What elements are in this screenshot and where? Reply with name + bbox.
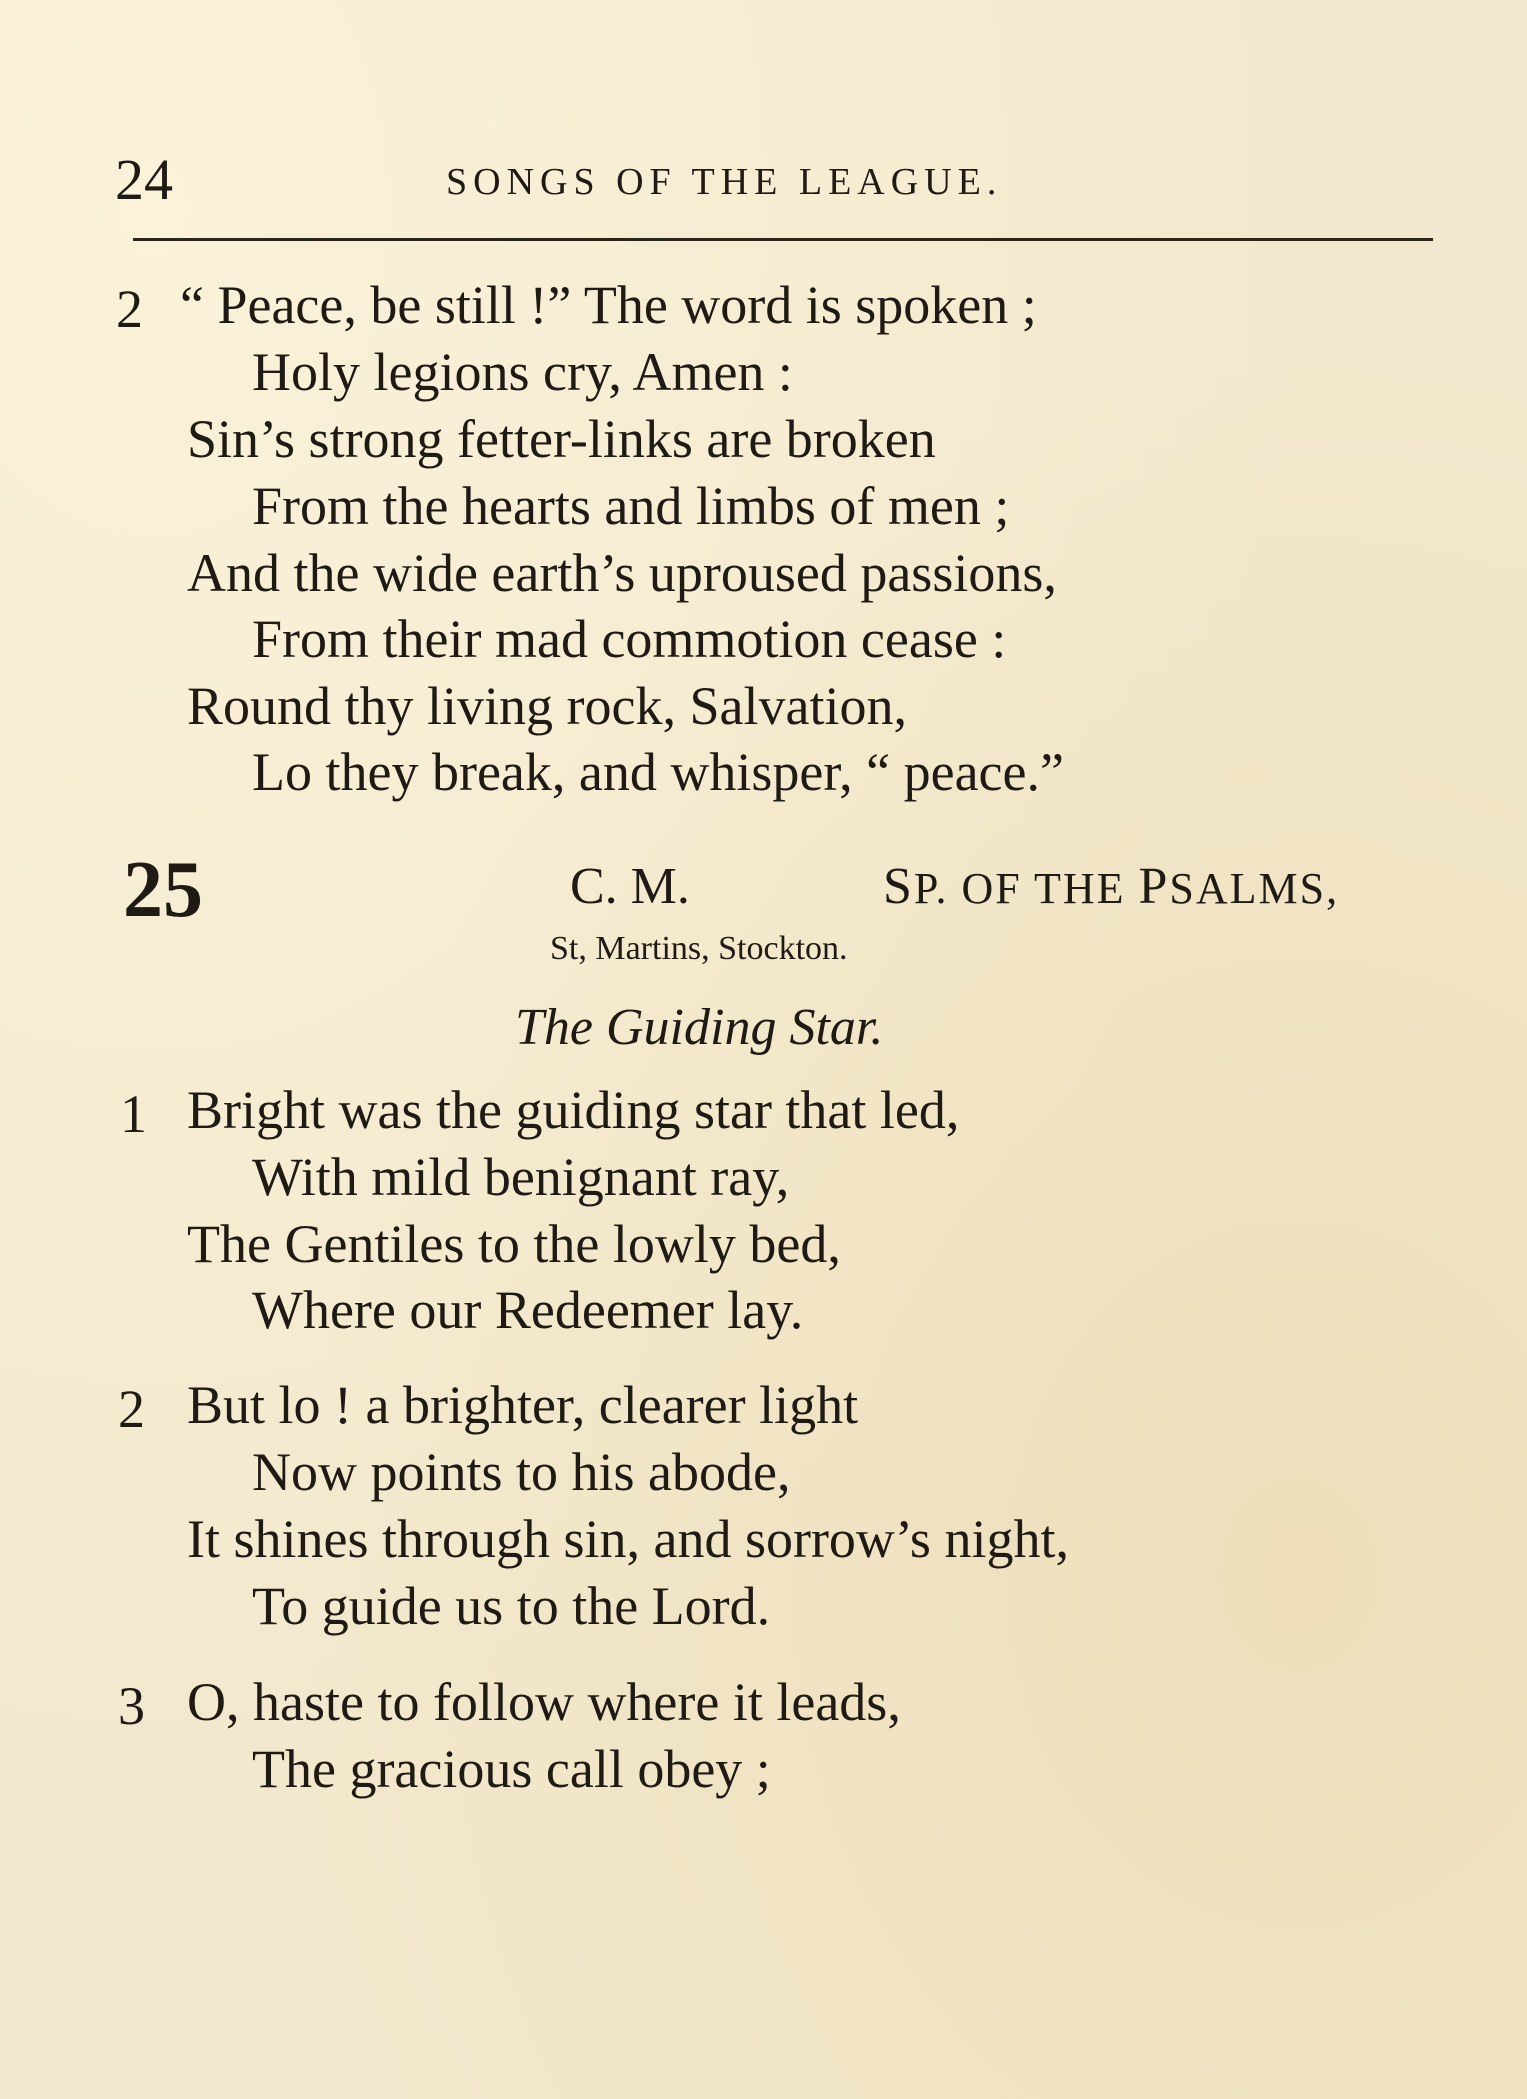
- verse-line: Bright was the guiding star that led,: [187, 1080, 960, 1140]
- page-number: 24: [115, 147, 173, 212]
- source-text: P. OF THE: [913, 864, 1139, 913]
- verse-line: Where our Redeemer lay.: [252, 1280, 804, 1340]
- verse-line: But lo ! a brighter, clearer light: [187, 1375, 859, 1435]
- hymn-meter: C. M.: [570, 858, 690, 915]
- hymn-source: [883, 857, 1339, 916]
- source-initial: P: [1138, 858, 1170, 915]
- verse-line: Holy legions cry, Amen :: [252, 342, 793, 402]
- verse-line: O, haste to follow where it leads,: [187, 1672, 901, 1732]
- stanza-number: 1: [120, 1084, 147, 1144]
- verse-line: It shines through sin, and sorrow’s night,: [187, 1509, 1069, 1569]
- verse-line: The Gentiles to the lowly bed,: [187, 1214, 841, 1274]
- tune-names: St, Martins, Stockton.: [550, 930, 848, 967]
- verse-line: From their mad commotion cease :: [252, 609, 1007, 669]
- source-text: SALMS,: [1169, 864, 1340, 913]
- hymn-title: The Guiding Star.: [515, 999, 884, 1056]
- verse-line: Round thy living rock, Salvation,: [187, 676, 907, 736]
- hymn-number: 25: [123, 846, 203, 934]
- verse-line: “ Peace, be still !” The word is spoken ;: [180, 275, 1037, 335]
- verse-line: Lo they break, and whisper, “ peace.”: [252, 742, 1064, 802]
- verse-line: With mild benignant ray,: [252, 1147, 790, 1207]
- verse-line: The gracious call obey ;: [252, 1739, 771, 1799]
- verse-line: To guide us to the Lord.: [252, 1576, 771, 1636]
- stanza-number: 2: [116, 279, 143, 339]
- verse-line: And the wide earth’s uproused passions,: [187, 543, 1057, 603]
- verse-line: Sin’s strong fetter-links are broken: [187, 409, 936, 469]
- stanza-number: 3: [118, 1676, 145, 1736]
- verse-line: Now points to his abode,: [252, 1442, 791, 1502]
- header-rule: [133, 238, 1433, 241]
- stanza-number: 2: [118, 1379, 145, 1439]
- running-title: SONGS OF THE LEAGUE.: [446, 161, 1003, 203]
- source-initial: S: [883, 858, 914, 915]
- verse-line: From the hearts and limbs of men ;: [252, 476, 1010, 536]
